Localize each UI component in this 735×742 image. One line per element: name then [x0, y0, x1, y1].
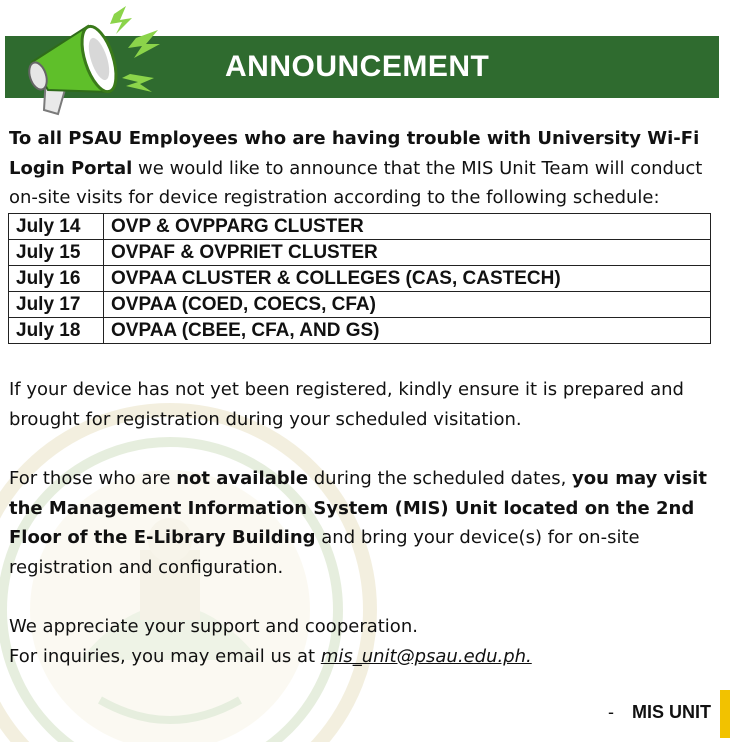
schedule-date: July 15 — [9, 240, 104, 266]
inquiries-text: For inquiries, you may email us at — [9, 645, 321, 667]
closing-paragraph — [9, 612, 715, 671]
appreciation-text: We appreciate your support and cooperation. — [9, 616, 418, 637]
schedule-cluster: OVP & OVPPARG CLUSTER — [104, 214, 711, 240]
schedule-date: July 18 — [9, 318, 104, 344]
banner-title: ANNOUNCEMENT — [225, 50, 490, 83]
unavailable-text-2: during the scheduled dates, — [308, 468, 573, 489]
schedule-date: July 16 — [9, 266, 104, 292]
intro-text: we would like to announce that the MIS Unit Team will conduct on-site visits for device registration according to the following schedule: — [9, 157, 703, 208]
schedule-table — [8, 213, 711, 344]
schedule-cluster: OVPAA (COED, COECS, CFA) — [104, 292, 711, 318]
unavailable-bold-1: not available — [176, 468, 309, 489]
signature-dash: - — [608, 702, 614, 722]
schedule-cluster: OVPAA (CBEE, CFA, AND GS) — [104, 318, 711, 344]
gold-accent-bar — [720, 690, 730, 738]
registration-paragraph: If your device has not yet been registered, kindly ensure it is prepared and brought for registration during your scheduled visitation. — [9, 379, 684, 430]
signature-name: MIS UNIT — [632, 702, 711, 722]
signature — [608, 702, 711, 723]
unavailable-text-3: and bring your device(s) for on-site registration and configuration. — [9, 527, 640, 578]
unavailable-bold-2: you may visit the Management Information System (MIS) Unit located on the 2nd Floor of the E-Library Building — [9, 468, 707, 548]
table-row — [9, 292, 711, 318]
unavailable-paragraph — [9, 464, 715, 582]
schedule-cluster: OVPAA CLUSTER & COLLEGES (CAS, CASTECH) — [104, 266, 711, 292]
schedule-date: July 17 — [9, 292, 104, 318]
table-row — [9, 240, 711, 266]
email-link[interactable]: mis_unit@psau.edu.ph. — [320, 645, 532, 667]
schedule-date: July 14 — [9, 214, 104, 240]
intro-bold-text: To all PSAU Employees who are having trouble with University Wi-Fi Login Portal — [9, 128, 700, 179]
table-row — [9, 214, 711, 240]
table-row — [9, 318, 711, 344]
megaphone-icon — [18, 4, 163, 119]
unavailable-text-1: For those who are — [9, 468, 177, 489]
table-row — [9, 266, 711, 292]
intro-paragraph — [9, 124, 715, 213]
schedule-cluster: OVPAF & OVPRIET CLUSTER — [104, 240, 711, 266]
